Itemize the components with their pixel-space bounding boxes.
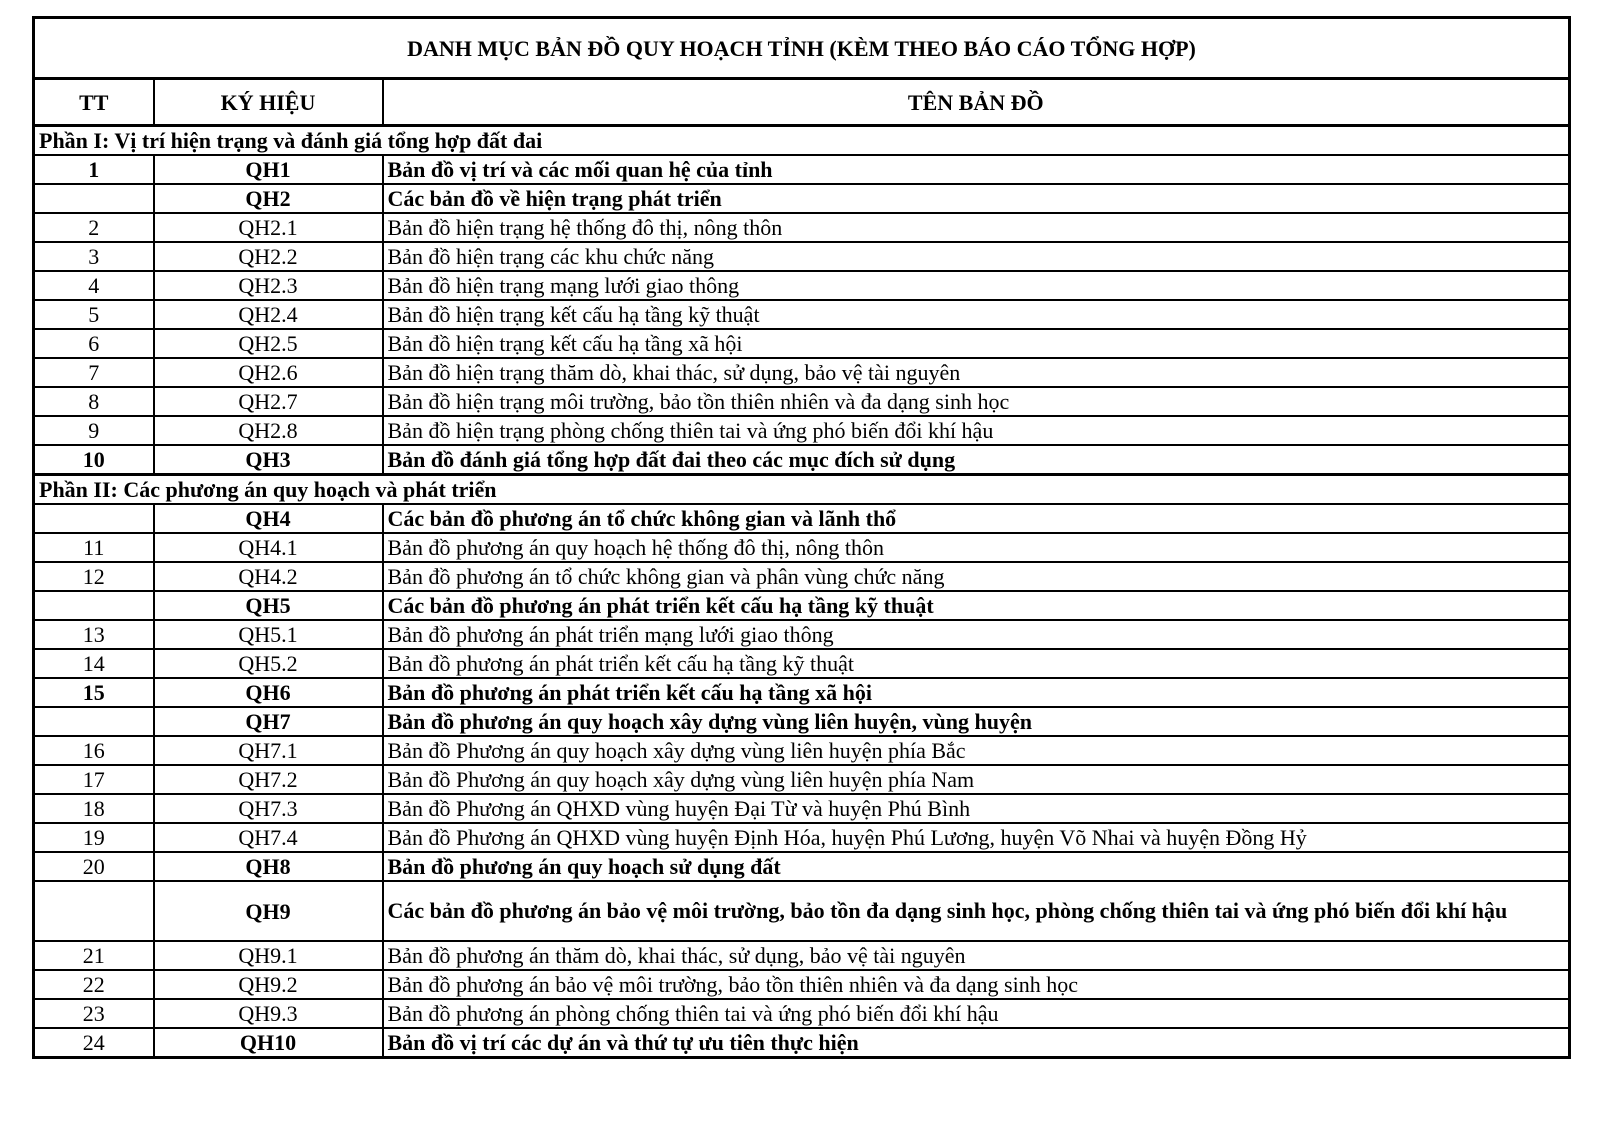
table-row — [34, 562, 1570, 591]
row-code: QH9.2 — [154, 970, 383, 999]
section-title: Phần II: Các phương án quy hoạch và phát triển — [34, 475, 1570, 505]
section-row — [34, 126, 1570, 156]
table-row — [34, 358, 1570, 387]
map-catalog-document — [32, 16, 1568, 1059]
row-code: QH4.2 — [154, 562, 383, 591]
row-tt: 11 — [34, 533, 154, 562]
row-tt: 15 — [34, 678, 154, 707]
table-row — [34, 678, 1570, 707]
row-code: QH7.4 — [154, 823, 383, 852]
row-map-name: Bản đồ hiện trạng các khu chức năng — [383, 242, 1570, 271]
row-tt: 20 — [34, 852, 154, 881]
row-tt: 9 — [34, 416, 154, 445]
row-map-name: Bản đồ hiện trạng hệ thống đô thị, nông thôn — [383, 213, 1570, 242]
row-tt: 12 — [34, 562, 154, 591]
row-code: QH5.2 — [154, 649, 383, 678]
row-code: QH4.1 — [154, 533, 383, 562]
title-row — [34, 18, 1570, 79]
row-map-name: Bản đồ phương án quy hoạch sử dụng đất — [383, 852, 1570, 881]
row-map-name: Bản đồ phương án phát triển kết cấu hạ tầng kỹ thuật — [383, 649, 1570, 678]
table-row — [34, 300, 1570, 329]
row-tt: 4 — [34, 271, 154, 300]
row-tt — [34, 881, 154, 941]
table-row — [34, 970, 1570, 999]
row-map-name: Bản đồ hiện trạng phòng chống thiên tai và ứng phó biến đổi khí hậu — [383, 416, 1570, 445]
table-row — [34, 999, 1570, 1028]
row-code: QH9 — [154, 881, 383, 941]
section-title: Phần I: Vị trí hiện trạng và đánh giá tổng hợp đất đai — [34, 126, 1570, 156]
table-row — [34, 184, 1570, 213]
row-map-name: Bản đồ phương án phát triển mạng lưới giao thông — [383, 620, 1570, 649]
row-tt: 8 — [34, 387, 154, 416]
table-row — [34, 271, 1570, 300]
row-map-name: Bản đồ phương án quy hoạch hệ thống đô thị, nông thôn — [383, 533, 1570, 562]
row-code: QH7.3 — [154, 794, 383, 823]
row-map-name: Bản đồ hiện trạng kết cấu hạ tầng xã hội — [383, 329, 1570, 358]
row-map-name: Bản đồ phương án tổ chức không gian và phân vùng chức năng — [383, 562, 1570, 591]
row-code: QH2.1 — [154, 213, 383, 242]
row-tt: 21 — [34, 941, 154, 970]
row-code: QH2.6 — [154, 358, 383, 387]
table-row — [34, 881, 1570, 941]
row-code: QH9.1 — [154, 941, 383, 970]
map-catalog-table — [32, 16, 1571, 1059]
table-row — [34, 387, 1570, 416]
table-body — [34, 18, 1570, 1058]
row-code: QH2.4 — [154, 300, 383, 329]
row-tt — [34, 504, 154, 533]
row-code: QH8 — [154, 852, 383, 881]
row-tt: 22 — [34, 970, 154, 999]
row-tt: 10 — [34, 445, 154, 475]
header-code: KÝ HIỆU — [154, 79, 383, 126]
row-map-name: Bản đồ phương án quy hoạch xây dựng vùng liên huyện, vùng huyện — [383, 707, 1570, 736]
row-code: QH3 — [154, 445, 383, 475]
table-row — [34, 329, 1570, 358]
table-row — [34, 242, 1570, 271]
row-map-name: Bản đồ Phương án QHXD vùng huyện Định Hóa, huyện Phú Lương, huyện Võ Nhai và huyện Đồng Hỷ — [383, 823, 1570, 852]
row-map-name: Bản đồ phương án phát triển kết cấu hạ tầng xã hội — [383, 678, 1570, 707]
row-code: QH6 — [154, 678, 383, 707]
row-map-name: Bản đồ hiện trạng mạng lưới giao thông — [383, 271, 1570, 300]
table-row — [34, 1028, 1570, 1058]
table-row — [34, 707, 1570, 736]
row-map-name: Bản đồ vị trí các dự án và thứ tự ưu tiên thực hiện — [383, 1028, 1570, 1058]
row-tt: 3 — [34, 242, 154, 271]
row-map-name: Bản đồ hiện trạng thăm dò, khai thác, sử dụng, bảo vệ tài nguyên — [383, 358, 1570, 387]
row-map-name: Bản đồ Phương án quy hoạch xây dựng vùng liên huyện phía Bắc — [383, 736, 1570, 765]
row-tt: 2 — [34, 213, 154, 242]
row-code: QH2.5 — [154, 329, 383, 358]
row-map-name: Các bản đồ phương án tổ chức không gian và lãnh thổ — [383, 504, 1570, 533]
row-code: QH2.2 — [154, 242, 383, 271]
row-map-name: Các bản đồ phương án phát triển kết cấu hạ tầng kỹ thuật — [383, 591, 1570, 620]
row-tt: 6 — [34, 329, 154, 358]
row-map-name: Bản đồ hiện trạng kết cấu hạ tầng kỹ thuật — [383, 300, 1570, 329]
row-tt: 18 — [34, 794, 154, 823]
table-row — [34, 649, 1570, 678]
row-tt: 1 — [34, 155, 154, 184]
table-row — [34, 852, 1570, 881]
header-name: TÊN BẢN ĐỒ — [383, 79, 1570, 126]
table-row — [34, 794, 1570, 823]
row-map-name: Bản đồ Phương án quy hoạch xây dựng vùng liên huyện phía Nam — [383, 765, 1570, 794]
row-tt: 24 — [34, 1028, 154, 1058]
row-code: QH10 — [154, 1028, 383, 1058]
row-code: QH7.2 — [154, 765, 383, 794]
row-map-name: Các bản đồ về hiện trạng phát triển — [383, 184, 1570, 213]
table-row — [34, 765, 1570, 794]
row-code: QH7 — [154, 707, 383, 736]
row-code: QH2.7 — [154, 387, 383, 416]
row-tt: 19 — [34, 823, 154, 852]
section-row — [34, 475, 1570, 505]
row-code: QH5 — [154, 591, 383, 620]
row-map-name: Bản đồ phương án phòng chống thiên tai và ứng phó biến đổi khí hậu — [383, 999, 1570, 1028]
table-row — [34, 823, 1570, 852]
row-tt: 17 — [34, 765, 154, 794]
row-code: QH2.8 — [154, 416, 383, 445]
row-code: QH1 — [154, 155, 383, 184]
row-tt: 13 — [34, 620, 154, 649]
row-tt: 7 — [34, 358, 154, 387]
table-row — [34, 591, 1570, 620]
table-row — [34, 416, 1570, 445]
row-code: QH2.3 — [154, 271, 383, 300]
row-tt: 16 — [34, 736, 154, 765]
table-row — [34, 213, 1570, 242]
row-code: QH5.1 — [154, 620, 383, 649]
row-code: QH4 — [154, 504, 383, 533]
row-tt: 14 — [34, 649, 154, 678]
table-row — [34, 504, 1570, 533]
row-map-name: Bản đồ Phương án QHXD vùng huyện Đại Từ và huyện Phú Bình — [383, 794, 1570, 823]
row-tt: 5 — [34, 300, 154, 329]
row-code: QH7.1 — [154, 736, 383, 765]
row-map-name: Bản đồ đánh giá tổng hợp đất đai theo các mục đích sử dụng — [383, 445, 1570, 475]
row-code: QH9.3 — [154, 999, 383, 1028]
row-tt — [34, 707, 154, 736]
row-tt — [34, 591, 154, 620]
table-row — [34, 736, 1570, 765]
table-row — [34, 941, 1570, 970]
document-title: DANH MỤC BẢN ĐỒ QUY HOẠCH TỈNH (KÈM THEO BÁO CÁO TỔNG HỢP) — [34, 18, 1570, 79]
row-tt: 23 — [34, 999, 154, 1028]
row-tt — [34, 184, 154, 213]
header-row — [34, 79, 1570, 126]
table-row — [34, 445, 1570, 475]
table-row — [34, 620, 1570, 649]
row-map-name: Bản đồ vị trí và các mối quan hệ của tỉnh — [383, 155, 1570, 184]
table-row — [34, 533, 1570, 562]
row-map-name: Các bản đồ phương án bảo vệ môi trường, bảo tồn đa dạng sinh học, phòng chống thiên tai và ứng phó biến đổi khí hậu — [383, 881, 1570, 941]
row-map-name: Bản đồ phương án thăm dò, khai thác, sử dụng, bảo vệ tài nguyên — [383, 941, 1570, 970]
row-map-name: Bản đồ phương án bảo vệ môi trường, bảo tồn thiên nhiên và đa dạng sinh học — [383, 970, 1570, 999]
row-code: QH2 — [154, 184, 383, 213]
row-map-name: Bản đồ hiện trạng môi trường, bảo tồn thiên nhiên và đa dạng sinh học — [383, 387, 1570, 416]
table-row — [34, 155, 1570, 184]
header-tt: TT — [34, 79, 154, 126]
